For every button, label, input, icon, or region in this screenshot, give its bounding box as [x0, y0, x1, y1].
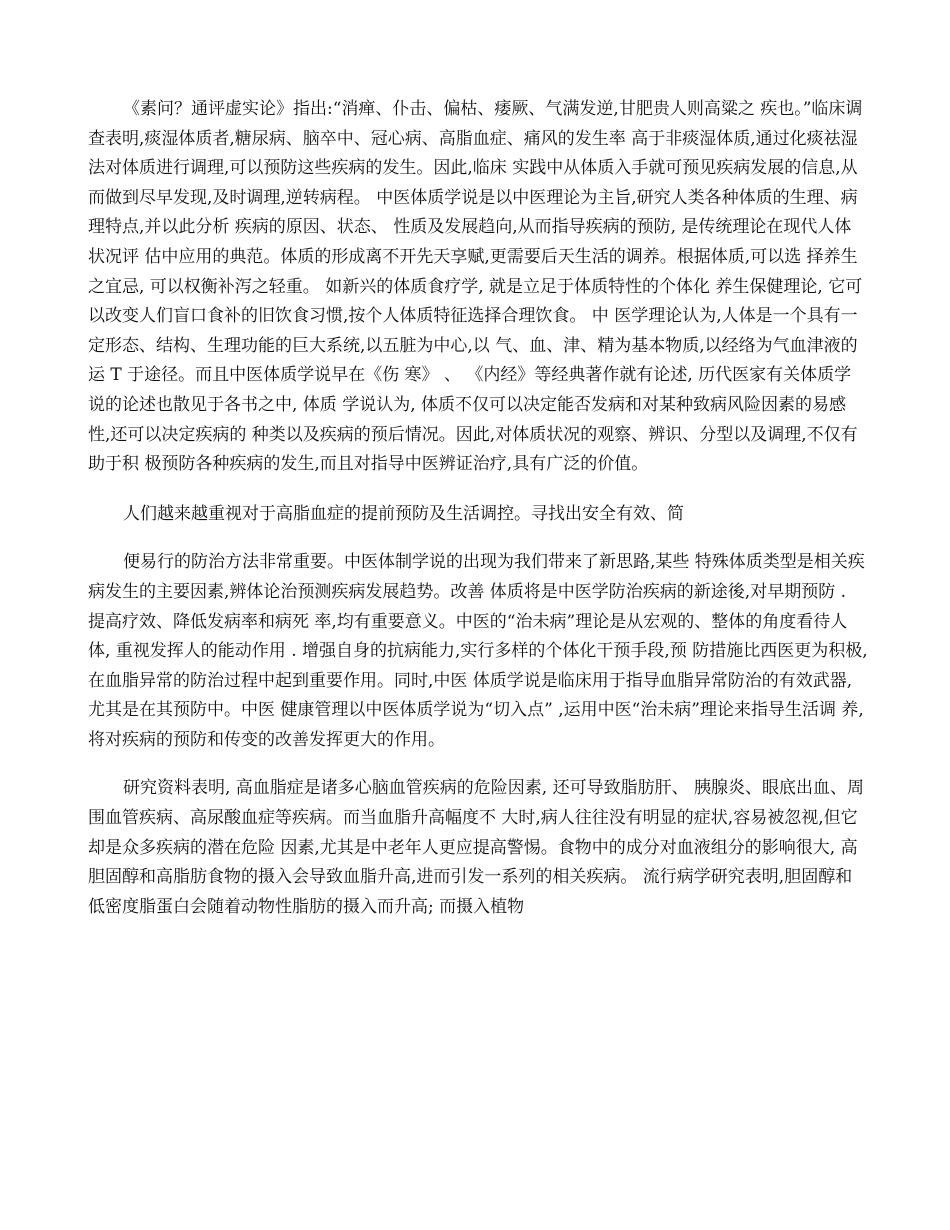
paragraph-hyperlipidemia-research: 研究资料表明, 高血脂症是诸多心脑血管疾病的危险因素, 还可导致脂肪肝、 胰腺炎、眼底出血、周围血管疾病、高尿酸血症等疾病。而当血脂升高幅度不 大时,病人往往没有明显的症状,容易被忽视,但它却是众多疾病的潜在危险 因素,尤其是中老年人更应提高警惕。食物中的成分对血液组分的影响很大, 高胆固醇和高脂肪食物的摄入会导致血脂升高,进而引发一系列的相关疾病。 流行病学研究表明,胆固醇和低密度脂蛋白会随着动物性脂肪的摄入而升高; 而摄入植物 — [88, 778, 865, 917]
paragraph-tcm-methods: 便易行的防治方法非常重要。中医体制学说的出现为我们带来了新思路,某些 特殊体质类型是相关疾病发生的主要因素,辨体论治预测疾病发展趋势。改善 体质将是中医学防治疾病的新途後,对早期预防 . 提高疗效、降低发病率和病死 率,均有重要意义。中医的“治未病”理论是从宏观的、整体的角度看待人体, 重视发挥人的能动作用 . 增强自身的抗病能力,实行多样的个体化干预手段,预 防措施比西医更为积极,在血脂异常的防治过程中起到重要作用。同时,中医 体质学说是临床用于指导血脂异常防治的有效武器,尤其是在其预防中。中医 健康管理以中医体质学说为“切入点” ,运用中医“治未病”理论来指导生活调 养,将对疾病的预防和传变的改善发挥更大的作用。 — [88, 552, 868, 750]
paragraph-prevention-intro: 人们越来越重视对于高脂血症的提前预防及生活调控。寻找出安全有效、简 — [123, 503, 684, 524]
document-page — [88, 95, 868, 922]
paragraph-constitution-theory: 《素问？通评虚实论》指出:“消瘅、仆击、偏枯、痿厥、气满发逆,甘肥贵人则高粱之 疾也。”临床调查表明,痰湿体质者,糖尿病、脑卒中、冠心病、高脂血症、痛风的发生率 高于非痰湿体质,通过化痰祛湿法对体质进行调理,可以预防这些疾病的发生。因此,临床 实践中从体质入手就可预见疾病发展的信息,从而做到尽早发现,及时调理,逆转病程。 中医体质学说是以中医理论为主旨,研究人类各种体质的生理、病理特点,并以此分析 疾病的原因、状态、 性质及发展趋向,从而指导疾病的预防, 是传统理论在现代人体状况评 估中应用的典范。体质的形成离不开先天享赋,更需要后天生活的调养。根据体质,可以选 择养生之宜忌, 可以权衡补泻之轻重。 如新兴的体质食疗学, 就是立足于体质特性的个体化 养生保健理论, 它可以改变人们盲口食补的旧饮食习惯,按个人体质特征选择合理饮食。 中 医学理论认为,人体是一个具有一定形态、结构、生理功能的巨大系统,以五脏为中心,以 气、血、津、精为基本物质,以经络为气血津液的运 T 于途径。而且中医体质学说早在《伤 寒》 、 《内经》等经典著作就有论述, 历代医家有关体质学说的论述也散见于各书之中, 体质 学说认为, 体质不仅可以决定能否发病和对某种致病风险因素的易感性,还可以决定疾病的 种类以及疾病的预后情况。因此,对体质状况的观察、辨识、分型以及调理,不仅有助于积 极预防各种疾病的发生,而且对指导中医辨证治疗,具有广泛的价值。 — [88, 99, 863, 475]
